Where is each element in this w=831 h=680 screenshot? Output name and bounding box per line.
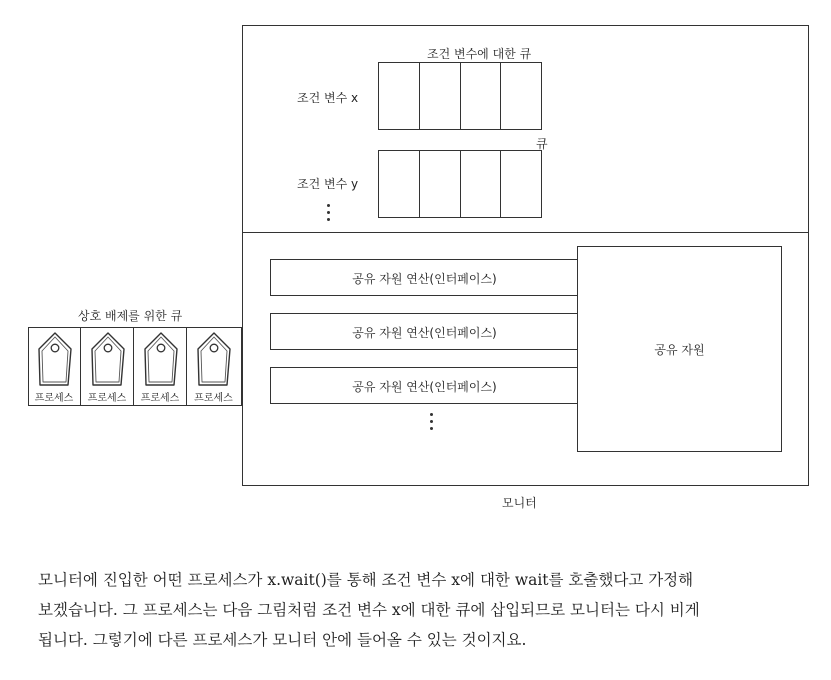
process-label: 프로세스 <box>34 393 74 404</box>
interface-ellipsis <box>430 413 434 434</box>
process-slot <box>187 327 240 406</box>
caption-paragraph <box>38 565 808 655</box>
cv-y-queue <box>378 150 542 218</box>
process-slot <box>134 327 187 406</box>
process-tag-icon <box>88 331 128 389</box>
process-tag-icon <box>35 331 75 389</box>
caption-line: 모니터에 진입한 어떤 프로세스가 x.wait()를 통해 조건 변수 x에 대한 wait를 호출했다고 가정해 <box>38 571 694 589</box>
process-label: 프로세스 <box>194 393 233 404</box>
interface-label: 공유 자원 연산(인터페이스) <box>352 272 497 286</box>
interface-box-2 <box>270 313 579 350</box>
interface-box-1 <box>270 259 579 296</box>
queue-cell <box>501 63 541 129</box>
monitor-label: 모니터 <box>502 496 537 510</box>
shared-resource-label: 공유 자원 <box>654 343 705 357</box>
monitor-divider <box>242 232 809 233</box>
process-slot <box>28 327 81 406</box>
cv-x-label: 조건 변수 x <box>297 91 359 105</box>
interface-box-3 <box>270 367 579 404</box>
caption-line: 됩니다. 그렇기에 다른 프로세스가 모니터 안에 들어올 수 있는 것이지요. <box>38 631 527 649</box>
shared-resource-box <box>577 246 782 452</box>
queue-label: 큐 <box>536 137 548 151</box>
queue-cell <box>501 151 541 217</box>
mutex-queue-label: 상호 배제를 위한 큐 <box>78 309 183 323</box>
queue-for-cv-label: 조건 변수에 대한 큐 <box>427 47 532 61</box>
process-label: 프로세스 <box>140 393 180 404</box>
queue-cell <box>379 63 420 129</box>
cv-y-label: 조건 변수 y <box>297 177 359 191</box>
process-slot <box>81 327 134 406</box>
interface-label: 공유 자원 연산(인터페이스) <box>352 326 497 340</box>
queue-cell <box>461 63 502 129</box>
cv-ellipsis <box>327 204 331 225</box>
process-tag-icon <box>194 331 234 389</box>
interface-label: 공유 자원 연산(인터페이스) <box>352 380 497 394</box>
queue-cell <box>379 151 420 217</box>
cv-x-queue <box>378 62 542 130</box>
queue-cell <box>420 151 461 217</box>
caption-line: 보겠습니다. 그 프로세스는 다음 그림처럼 조건 변수 x에 대한 큐에 삽입되므로 모니터는 다시 비게 <box>38 601 700 619</box>
queue-cell <box>461 151 502 217</box>
process-label: 프로세스 <box>87 393 127 404</box>
process-tag-icon <box>141 331 181 389</box>
queue-cell <box>420 63 461 129</box>
